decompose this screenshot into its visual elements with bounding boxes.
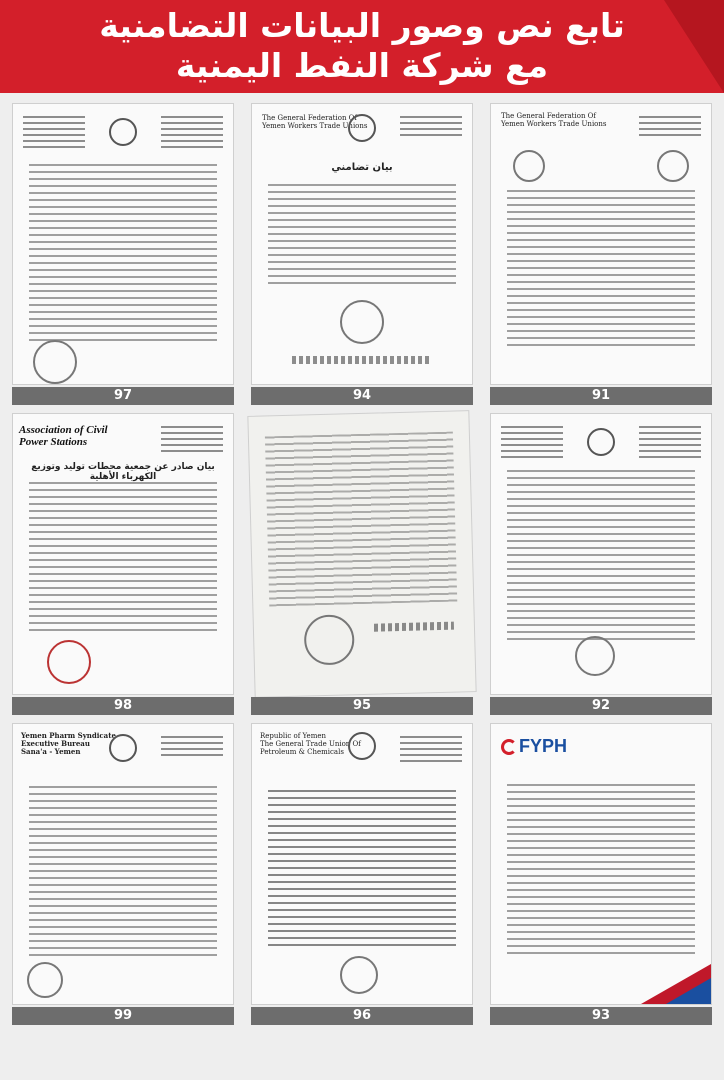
document-image bbox=[247, 410, 476, 698]
document-heading: بيان صادر عن جمعية محطات توليد وتوزيع الكهرباء الأهلية bbox=[31, 462, 215, 482]
document-header-right bbox=[161, 736, 223, 760]
signature-line bbox=[292, 356, 432, 364]
stamp-icon bbox=[27, 962, 63, 998]
document-image bbox=[490, 413, 712, 695]
document-card[interactable] bbox=[490, 103, 712, 407]
document-header-right bbox=[400, 116, 462, 140]
document-image bbox=[12, 103, 234, 385]
stamp-icon bbox=[33, 340, 77, 384]
signature-line bbox=[374, 622, 454, 632]
logo-ring-icon bbox=[501, 739, 517, 755]
documents-grid bbox=[0, 93, 724, 1080]
document-card[interactable] bbox=[490, 723, 712, 1027]
document-text bbox=[268, 790, 456, 950]
document-card[interactable] bbox=[12, 723, 234, 1027]
document-card[interactable] bbox=[251, 413, 473, 717]
stamp-icon bbox=[340, 956, 378, 994]
document-header-en: The General Federation Of Yemen Workers Trade Unions bbox=[501, 112, 607, 128]
emblem-icon bbox=[109, 118, 137, 146]
stamp-icon bbox=[340, 300, 384, 344]
corner-decoration bbox=[666, 978, 711, 1004]
emblem-icon bbox=[348, 732, 376, 760]
document-image bbox=[251, 723, 473, 1005]
document-number: 91 bbox=[490, 387, 712, 405]
document-image bbox=[251, 103, 473, 385]
stamp-icon bbox=[47, 640, 91, 684]
emblem-icon bbox=[109, 734, 137, 762]
emblem-icon bbox=[587, 428, 615, 456]
document-heading: بيان تضامني bbox=[331, 162, 393, 173]
document-card[interactable] bbox=[12, 413, 234, 717]
fyph-logo: FYPH bbox=[501, 736, 567, 757]
document-number: 96 bbox=[251, 1007, 473, 1025]
document-text bbox=[507, 470, 695, 640]
document-text bbox=[507, 784, 695, 954]
document-header-right bbox=[639, 426, 701, 460]
document-header-right bbox=[400, 736, 462, 766]
document-header-en: The General Federation Of Yemen Workers Trade Unions bbox=[262, 114, 368, 130]
document-text bbox=[29, 482, 217, 632]
document-image bbox=[490, 103, 712, 385]
document-text bbox=[265, 432, 457, 607]
document-text bbox=[268, 184, 456, 284]
document-card[interactable] bbox=[251, 723, 473, 1027]
logo-icon bbox=[513, 150, 545, 182]
document-card[interactable] bbox=[490, 413, 712, 717]
document-image bbox=[12, 723, 234, 1005]
document-card[interactable] bbox=[12, 103, 234, 407]
document-number: 98 bbox=[12, 697, 234, 715]
document-number: 99 bbox=[12, 1007, 234, 1025]
document-header-en: Yemen Pharm Syndicate Executive Bureau Sana'a - Yemen bbox=[21, 731, 116, 756]
emblem-icon bbox=[348, 114, 376, 142]
stamp-icon bbox=[575, 636, 615, 676]
document-text bbox=[29, 786, 217, 956]
document-image bbox=[490, 723, 712, 1005]
document-header-en: Republic of Yemen The General Trade Union Of Petroleum & Chemicals bbox=[260, 732, 361, 756]
document-header-right bbox=[639, 116, 701, 138]
document-number: 97 bbox=[12, 387, 234, 405]
document-card[interactable] bbox=[251, 103, 473, 407]
stamp-icon bbox=[304, 614, 355, 665]
page-title-line2: مع شركة النفط اليمنية bbox=[175, 46, 549, 85]
document-number: 94 bbox=[251, 387, 473, 405]
document-number: 95 bbox=[251, 697, 473, 715]
document-header-right bbox=[161, 116, 223, 150]
document-text bbox=[507, 190, 695, 350]
document-header-right bbox=[161, 426, 223, 452]
document-header-left bbox=[23, 116, 85, 150]
page-title-line1: تابع نص وصور البيانات التضامنية bbox=[99, 6, 625, 45]
title-banner bbox=[0, 0, 724, 93]
logo-icon bbox=[657, 150, 689, 182]
document-number: 93 bbox=[490, 1007, 712, 1025]
document-number: 92 bbox=[490, 697, 712, 715]
document-header-en: Association of Civil Power Stations bbox=[19, 424, 108, 448]
document-image bbox=[12, 413, 234, 695]
document-text bbox=[29, 164, 217, 344]
document-header-left bbox=[501, 426, 563, 460]
